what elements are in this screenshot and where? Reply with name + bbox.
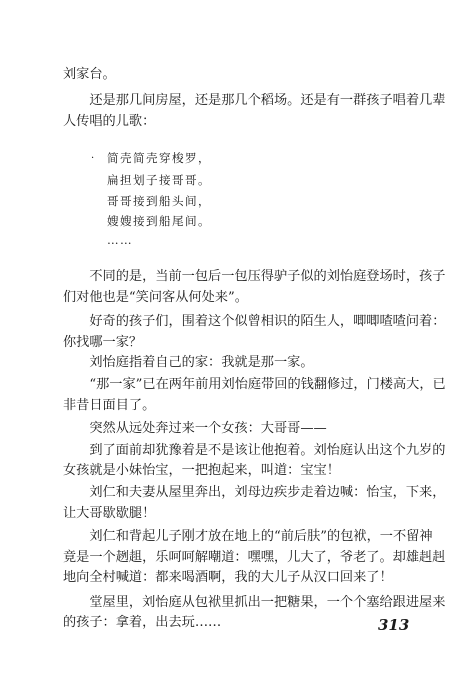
text-line: 好奇的孩子们，围着这个似曾相识的陌生人，唧唧喳喳问着： (63, 314, 446, 329)
text-line: 到了面前却犹豫着是不是该让他抱着。刘怡庭认出这个九岁的 (63, 443, 446, 458)
text-line: 刘家台。 (63, 67, 116, 82)
poem-line: …… (107, 233, 133, 247)
text-line: 刘怡庭指着自己的家：我就是那一家。 (63, 355, 314, 370)
text-line: 堂屋里，刘怡庭从包袱里抓出一把糖果，一个个塞给跟进屋来 (63, 595, 446, 610)
text-line: 不同的是，当前一包后一包压得驴子似的刘怡庭登场时，孩子 (63, 269, 446, 284)
text-line: 地向全村喊道：都来喝酒啊，我的大儿子从汉口回来了！ (63, 570, 393, 585)
text-line: 女孩就是小妹怡宝，一把抱起来，叫道：宝宝！ (63, 463, 340, 478)
text-line: 非昔日面目了。 (63, 398, 156, 413)
text-line: 竟是一个趔趄，乐呵呵解嘲道：嘿嘿，儿大了，爷老了。却雄赳赳 (63, 550, 446, 565)
text-line: 你找哪一家？ (63, 335, 143, 350)
poem-line: 嫂嫂接到船尾间。 (107, 214, 211, 228)
text-line: 还是那几间房屋，还是那几个稻场。还是有一群孩子唱着几辈 (63, 93, 446, 108)
poem-line: 简壳简壳穿梭罗， (107, 151, 211, 165)
text-line: 让大哥歇歇腿！ (63, 506, 156, 521)
page-number: 313 (378, 616, 410, 634)
poem-line: 扁担划子接哥哥。 (107, 173, 211, 187)
text-line: 刘仁和夫妻从屋里奔出，刘母边疾步走着边喊：怡宝，下来， (63, 485, 446, 500)
text-line: “那一家”已在两年前用刘怡庭带回的钱翻修过，门楼高大，已 (63, 377, 446, 392)
text-line: 突然从远处奔过来一个女孩：大哥哥—— (63, 421, 327, 436)
text-line: 人传唱的儿歌： (63, 114, 156, 129)
text-line: 刘仁和背起儿子刚才放在地上的“前后肤”的包袱，一不留神 (63, 529, 433, 544)
poem-line: 哥哥接到船头间， (107, 194, 211, 208)
text-line: 们对他也是“笑问客从何处来”。 (63, 290, 248, 305)
text-line: 的孩子：拿着，出去玩…… (63, 615, 222, 630)
bullet-dot: · (91, 153, 95, 164)
